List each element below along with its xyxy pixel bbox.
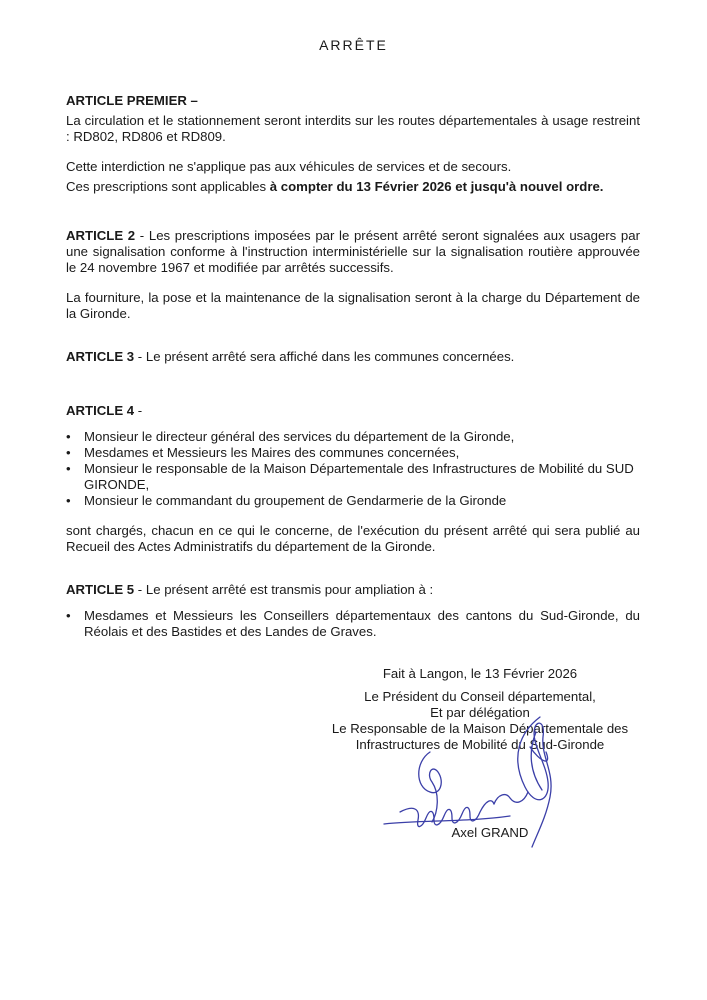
article-3-text: - Le présent arrêté sera affiché dans les communes concernées. (134, 349, 515, 364)
list-item: • Monsieur le responsable de la Maison Départementale des Infrastructures de Mobilité du SUD GIRONDE, (66, 461, 640, 493)
article-3-para (66, 349, 640, 365)
list-item: • Mesdames et Messieurs les Conseillers départementaux des cantons du Sud-Gironde, du Réolais et des Bastides et des Landes de Graves. (66, 608, 640, 640)
article-1-effective-date: à compter du 13 Février 2026 et jusqu'à nouvel ordre. (269, 179, 604, 194)
article-1-para-1: La circulation et le stationnement seront interdits sur les routes départementales à usage restreint : RD802, RD806 et RD809. (66, 113, 640, 144)
list-item: • Monsieur le commandant du groupement de Gendarmerie de la Gironde (66, 493, 640, 509)
signature-line-3: Le Responsable de la Maison Départementale des (331, 721, 629, 736)
article-2-para-2: La fourniture, la pose et la maintenance de la signalisation seront à la charge du Département de la Gironde. (66, 290, 640, 321)
article-4-closing: sont chargés, chacun en ce qui le concerne, de l'exécution du présent arrêté qui sera publié au Recueil des Actes Administratifs du département de la Gironde. (66, 523, 640, 554)
article-5-list (66, 608, 640, 640)
document-title: ARRÊTE (319, 37, 388, 53)
article-1 (66, 93, 640, 195)
signature-line-1: Le Président du Conseil départemental, (364, 689, 596, 704)
article-5-heading: ARTICLE 5 (66, 582, 135, 597)
article-3-heading: ARTICLE 3 (66, 349, 135, 364)
article-4-heading: ARTICLE 4 (66, 403, 135, 418)
article-5-text: - Le présent arrêté est transmis pour ampliation à : (134, 582, 434, 597)
article-3 (66, 349, 640, 365)
article-5 (66, 582, 640, 640)
article-1-para-3-prefix: Ces prescriptions sont applicables (66, 179, 270, 194)
article-2-para-1 (66, 228, 640, 276)
signature-line-4: Infrastructures de Mobilité du Sud-Gironde (355, 737, 605, 752)
signature-place-date: Fait à Langon, le 13 Février 2026 (382, 666, 578, 681)
article-1-heading: ARTICLE PREMIER – (66, 93, 198, 108)
article-1-para-2: Cette interdiction ne s'applique pas aux véhicules de services et de secours. (66, 159, 512, 174)
signature-line-2: Et par délégation (430, 705, 530, 720)
article-4-heading-line (66, 403, 640, 419)
list-item: • Mesdames et Messieurs les Maires des communes concernées, (66, 445, 640, 461)
article-4-heading-suffix: - (134, 403, 143, 418)
article-1-para-3 (66, 179, 640, 195)
article-4 (66, 403, 640, 555)
signatory-name: Axel GRAND (451, 825, 529, 840)
article-5-para (66, 582, 640, 598)
article-4-list (66, 429, 640, 509)
list-item: • Monsieur le directeur général des services du département de la Gironde, (66, 429, 640, 445)
article-2-heading: ARTICLE 2 (66, 228, 136, 243)
article-2 (66, 228, 640, 322)
article-2-text: - Les prescriptions imposées par le présent arrêté seront signalées aux usagers par une signalisation conforme à l'instruction interministérielle sur la signalisation routière approuvée le 24 novembre 1967 et modifiée par arrêtés successifs. (66, 228, 640, 275)
